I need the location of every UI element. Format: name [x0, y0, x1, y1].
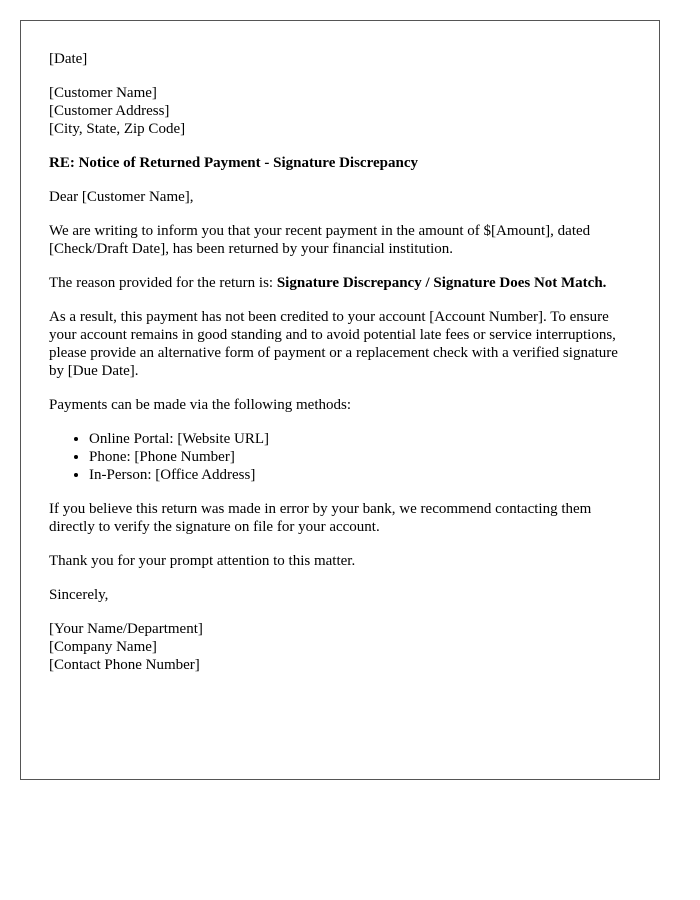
paragraph-payment-returned: We are writing to inform you that your recent payment in the amount of $[Amount], dated [Check/Draft Date], has been returned by your financial institution. [49, 223, 591, 257]
signature-phone: [Contact Phone Number] [49, 657, 200, 673]
paragraph-return-reason [49, 274, 631, 292]
payment-method-phone: • Phone: [Phone Number] [89, 448, 631, 466]
payment-methods-list [49, 430, 631, 484]
recipient-city-state-zip: [City, State, Zip Code] [49, 121, 186, 137]
payment-methods-intro: Payments can be made via the following methods: [49, 397, 352, 413]
letter-date: [Date] [49, 51, 88, 67]
signature-block [49, 620, 631, 674]
recipient-address: [Customer Address] [49, 103, 170, 119]
closing: Sincerely, [49, 587, 109, 603]
return-reason-value: Signature Discrepancy / Signature Does Not Match. [276, 275, 607, 291]
paragraph-thanks: Thank you for your prompt attention to this matter. [49, 553, 356, 569]
payment-method-online: • Online Portal: [Website URL] [89, 430, 631, 448]
recipient-address-block [49, 84, 631, 138]
letter-page [20, 20, 660, 780]
recipient-name: [Customer Name] [49, 85, 157, 101]
payment-method-in-person: • In-Person: [Office Address] [89, 466, 631, 484]
salutation: Dear [Customer Name], [49, 189, 194, 205]
paragraph-bank-error: If you believe this return was made in error by your bank, we recommend contacting them directly to verify the signature on file for your account. [49, 501, 592, 535]
subject-line: RE: Notice of Returned Payment - Signature Discrepancy [49, 155, 418, 171]
paragraph-action-required: As a result, this payment has not been credited to your account [Account Number]. To ensure your account remains in good standing and to avoid potential late fees or service interruptions, please provide an alternative form of payment or a replacement check with a verified signature by [Due Date]. [49, 309, 618, 379]
signature-company: [Company Name] [49, 639, 157, 655]
return-reason-lead: The reason provided for the return is: [49, 275, 277, 291]
signature-name-department: [Your Name/Department] [49, 621, 203, 637]
